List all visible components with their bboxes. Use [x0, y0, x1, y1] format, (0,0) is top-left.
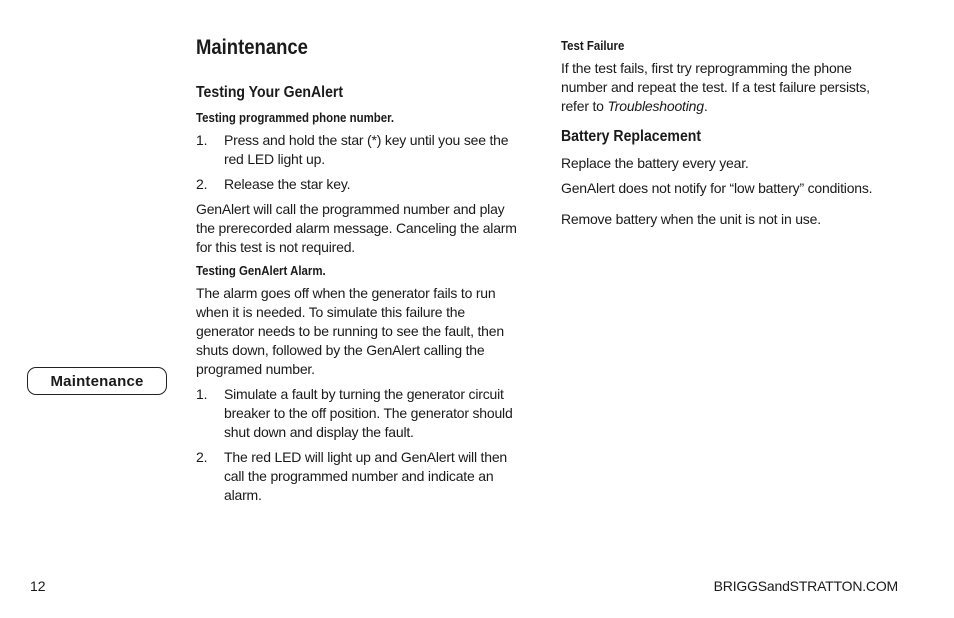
test-failure-subheading: Test Failure — [561, 38, 625, 53]
phone-step — [196, 131, 526, 169]
battery-line: GenAlert does not notify for “low battery” conditions. — [561, 180, 873, 196]
step-text: Simulate a fault by turning the generator circuit breaker to the off position. The generator should shut down and display the fault. — [224, 386, 513, 440]
section-tab — [27, 367, 167, 395]
test-failure-text: If the test fails, first try reprogramming the phone number and repeat the test. If a test failure persists, refer to — [561, 60, 870, 114]
phone-step — [196, 175, 526, 194]
alarm-step — [196, 385, 526, 442]
alarm-test-subheading: Testing GenAlert Alarm. — [196, 263, 326, 278]
phone-test-subheading: Testing programmed phone number. — [196, 110, 395, 125]
test-failure-paragraph — [561, 59, 901, 116]
step-number: 2. — [196, 449, 208, 465]
website-footer: BRIGGSandSTRATTON.COM — [713, 578, 898, 594]
phone-test-paragraph: GenAlert will call the programmed number and play the prerecorded alarm message. Canceling the alarm for this test is not required. — [196, 201, 517, 255]
test-failure-end: . — [703, 98, 708, 114]
right-column — [561, 38, 901, 235]
left-column — [196, 36, 526, 511]
battery-line: Replace the battery every year. — [561, 155, 749, 171]
battery-line: Remove battery when the unit is not in use. — [561, 211, 821, 227]
step-text: Press and hold the star (*) key until you see the red LED light up. — [224, 132, 509, 167]
step-number: 1. — [196, 132, 208, 148]
alarm-test-paragraph: The alarm goes off when the generator fails to run when it is needed. To simulate this failure the generator needs to be running to see the fault, then shuts down, followed by the GenAlert calling the programed number. — [196, 285, 504, 377]
troubleshooting-reference: Troubleshooting — [607, 98, 704, 114]
page-title: Maintenance — [196, 36, 308, 59]
step-number: 1. — [196, 386, 208, 402]
alarm-step — [196, 448, 526, 505]
step-text: Release the star key. — [224, 176, 351, 192]
testing-heading: Testing Your GenAlert — [196, 84, 344, 101]
section-tab-label: Maintenance — [50, 372, 144, 390]
step-number: 2. — [196, 176, 208, 192]
battery-heading: Battery Replacement — [561, 128, 702, 145]
page-number: 12 — [30, 578, 46, 594]
step-text: The red LED will light up and GenAlert will then call the programmed number and indicate an alarm. — [224, 449, 507, 503]
